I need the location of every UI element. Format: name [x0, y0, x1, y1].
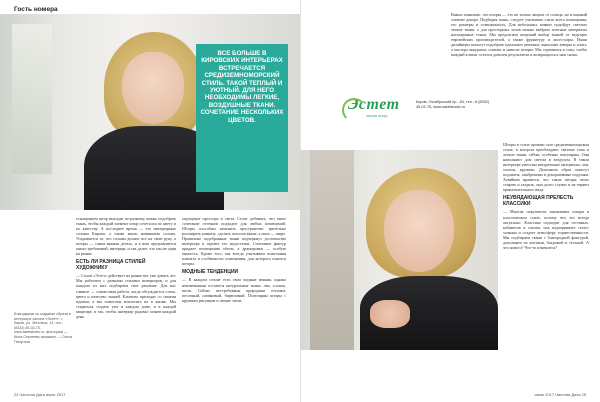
page-footer-left: 24 Частная Дата июнь 2017: [14, 392, 66, 397]
face-shape: [384, 190, 454, 272]
logo-arc-icon: [342, 98, 366, 122]
article-column-1: [76, 216, 176, 388]
article-column-3: [451, 12, 587, 138]
subheading: МОДНЫЕ ТЕНДЕНЦИИ: [182, 269, 239, 276]
paragraph: — Многие покупатели заказывают шторы в классическом стиле, потому что это всегда актуально. Классика подходит для гостиных, кабинетов и спален, она подчеркивает статус хозяина и создает атмосферу торжественности. Мы подбираем ткани с благородной фактурой, дополняем их кистями, бахромой и тесьмой. А что нового? Что-то изменится?: [503, 209, 589, 250]
window-background: [12, 24, 52, 174]
face-shape: [122, 52, 184, 124]
logo-tagline: салон штор: [366, 113, 388, 118]
paragraph: оснащением штор выходит по-разному, важно подобрать ткань, чтобы каждый элемент штор сочетался по цвету и по качеству. А последнее время — это интерьерные салоны Кирова, а также мною новинками салона. Угадывается то, что салоны делают все на свою руку, а шторы — самая важная деталь, и к ним предъявляется много требований, интерьер, и так далее, что мы не одни на рынке.: [76, 216, 176, 257]
door-background: [310, 150, 354, 350]
paragraph: — В каждом сезоне есть свои модные веяния, однако неизменными остаются натуральные ткани: лен, хлопок, шелк. Сейчас востребованы природные оттенки: песочный, оливковый, бирюзовый. Популярны шторы с крупным рисунком и легкие тюли.: [182, 277, 286, 303]
article-column-4: [503, 142, 589, 386]
logo-brand: Эстет: [348, 96, 400, 113]
paragraph: — Салон «Эстет» действует на рынке вот уже девять лет. Мы работаем с разными стилями интерьеров, и для каждого из них подбираем свое решение. Для нас главное — совместная работа, когда обсуждается стиль, цвета и качество тканей. Клиенты приходят со своими идеями, а мы помогаем воплотить их в жизнь. Мы стараемся создать уют в каждом доме, и в каждой квартире, и так, чтобы интерьер радовал хозяев каждый день.: [76, 273, 176, 319]
subheading: ЕСТЬ ЛИ РАЗНИЦА СТИЛЕЙ ХУДОЖНИКУ: [76, 259, 146, 272]
estet-logo: [348, 96, 410, 136]
hand-shape: [370, 300, 410, 328]
contact-info: Киров, Октябрьский пр., 84, тел.: 8 (8332) 45-02-75, www.astetstudio.ru: [416, 100, 490, 109]
section-tag: Гость номера: [14, 6, 58, 13]
paragraph: Важно понимать, что шторы — это не только защита от солнца, но и важный элемент декора. Подбирая ткань, следует учитывать стиль всего помещения, его размеры и освещенность. Для небольших комнат подойдут светлые легкие ткани, а для просторных залов можно выбрать плотные материалы насыщенных тонов. Мы предлагаем широкий выбор тканей от ведущих европейских производителей, а также фурнитуру и аксессуары. Наши дизайнеры помогут подобрать идеальное решение, выполнят замеры и эскиз, а мастера аккуратно сошьют и навесят шторы. Мы стремимся к тому, чтобы каждый клиент остался доволен результатом и возвращался к нам снова.: [451, 12, 587, 58]
paragraph: Шторы в стиле прованс или средиземноморском стиле, в котором преобладают светлые тона и легкие ткани, сейчас особенно популярны. Они наполняют дом светом и воздухом. В таком интерьере уместны натуральные материалы: лен, хлопок, кружево. Дополнить образ помогут подхваты, ламбрекены и декоративные подушки. Хозяйкам нравится, что такие шторы легко стирать и гладить, они долго служат и не теряют привлекательного вида.: [503, 142, 589, 193]
article-column-2: [182, 216, 286, 388]
paragraph: ощущение простора и света. Стоит добавить, что такое сочетание оттенков подходит для любых помещений. Шторы способны изменить пространство: зрительно расширить комнату, сделать потолок выше, а окно — шире. Правильно подобранные ткани подчеркнут достоинства интерьера и скроют его недостатки. Сочетание фактур придает помещению объем, а драпировки — особую мягкость. Кроме того, мы всегда учитываем пожелания клиента и особенности помещения, для которого шьются шторы.: [182, 216, 286, 267]
portrait-photo-right: [300, 150, 498, 350]
subheading: НЕУВЯДАЮЩАЯ ПРЕЛЕСТЬ КЛАССИКИ: [503, 195, 574, 208]
credits-note: Благодарим за создание образа в интерьере салона «Эстет»: г. Киров, ул. Энгельса, 14, тел.: (8332) 45-02-75, www.astetstudio.ru; фотограф — Анна Сергеева; визажист — Ольга Пичугина.: [14, 312, 73, 344]
pull-quote: ВСЕ БОЛЬШЕ В КИРОВСКИХ ИНТЕРЬЕРАХ ВСТРЕЧАЕТСЯ СРЕДИЗЕМНОМОРСКИЙ СТИЛЬ. ТАКОЙ ТЕПЛЫЙ И УЮТНЫЙ. ДЛЯ НЕГО НЕОБХОДИМЫ ЛЕГКИЕ, ВОЗДУШНЫЕ ТКАНИ. СОЧЕТАНИЕ НЕСКОЛЬКИХ ЦВЕТОВ.: [200, 50, 284, 124]
page-footer-right: июнь 2017 Частная Дата 25: [534, 392, 586, 397]
